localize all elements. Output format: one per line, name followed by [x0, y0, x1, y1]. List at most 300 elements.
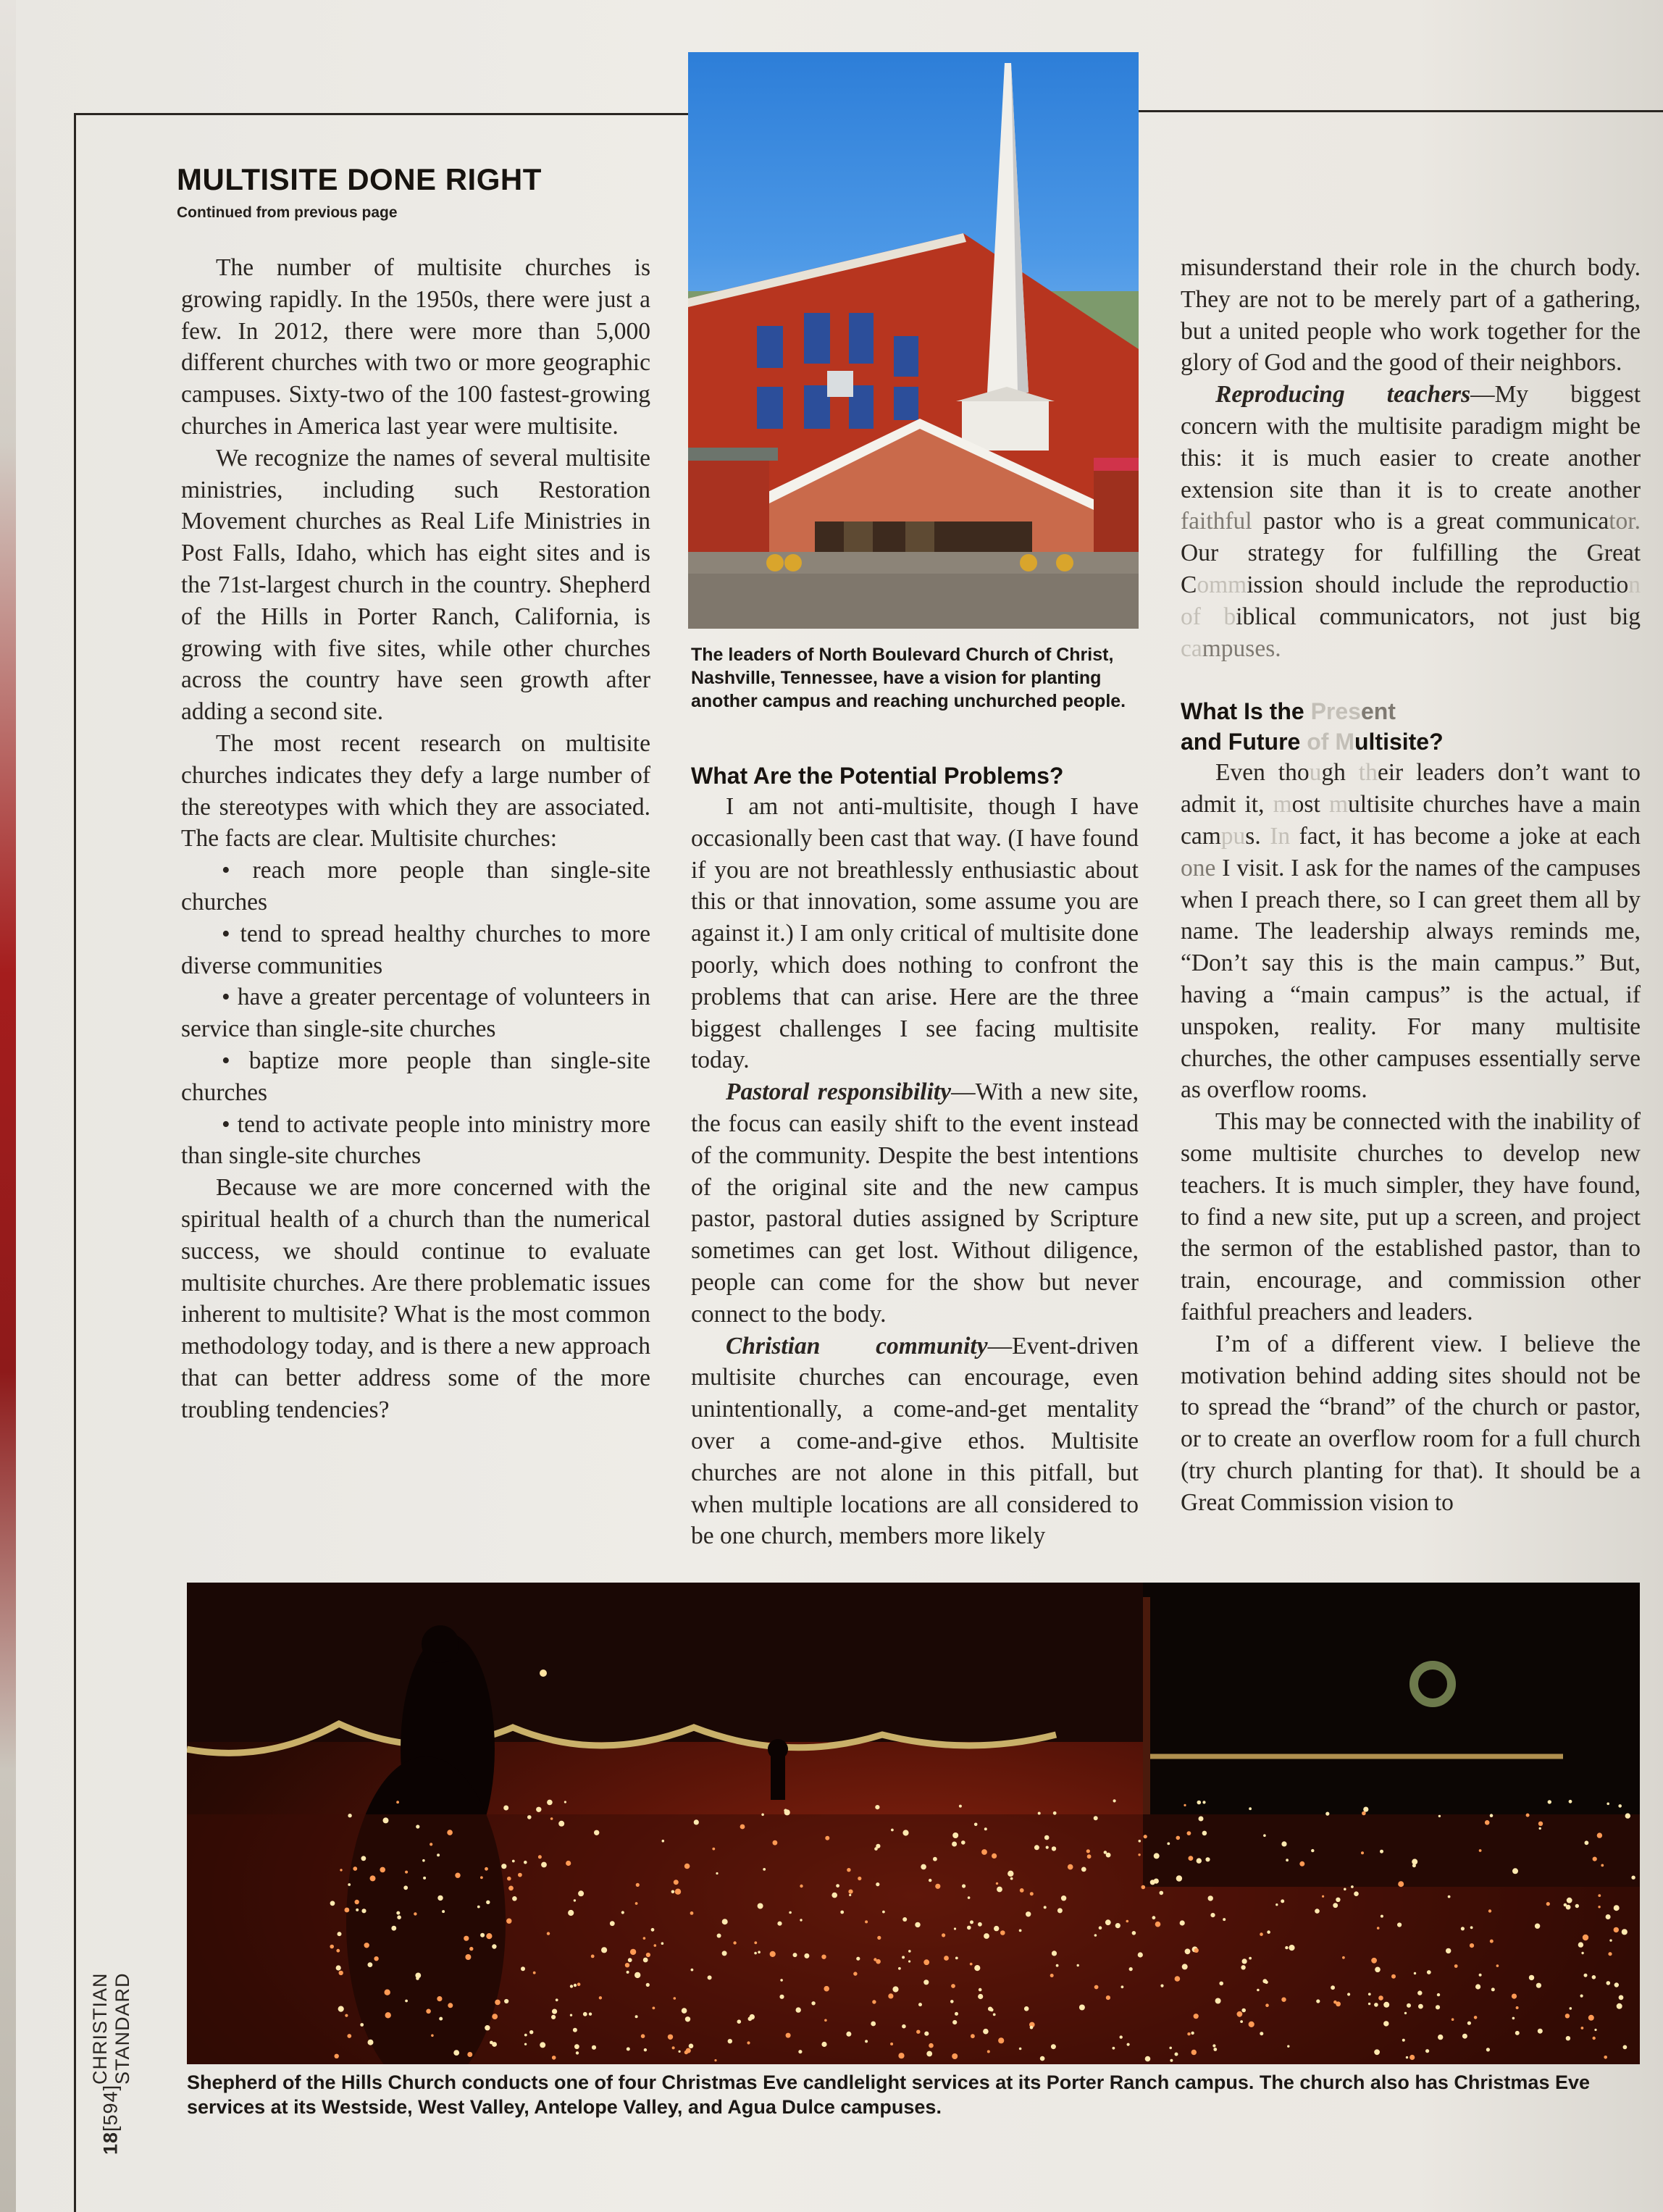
candle-light: [674, 1880, 679, 1885]
candle-light: [1378, 1995, 1383, 2001]
candle-light: [630, 1949, 636, 1955]
candle-light: [1462, 2034, 1467, 2039]
candle-light: [1418, 2004, 1423, 2009]
candle-light: [984, 1827, 987, 1830]
candle-light: [1094, 1816, 1098, 1820]
candle-light: [1126, 1920, 1129, 1923]
candle-light: [1375, 1967, 1381, 1973]
candle-light: [874, 1847, 878, 1851]
candle-light: [1167, 1843, 1170, 1846]
paragraph: misunderstand their role in the church body. They are not to be merely part of a gathering, but a united people who work together for the glory of God and the good of their neighbors.: [1181, 254, 1641, 377]
candle-light: [1402, 2039, 1405, 2042]
candle-light: [779, 1995, 784, 1999]
candle-light: [1546, 1902, 1550, 1906]
page-folio: [89, 1872, 133, 2155]
candle-light: [592, 2045, 596, 2050]
candle-light: [1363, 1807, 1368, 1812]
candle-light: [728, 2039, 732, 2043]
candle-light: [1176, 1836, 1181, 1840]
candle-light: [1607, 1981, 1611, 1985]
candle-light: [722, 1919, 728, 1924]
candle-light: [646, 1953, 650, 1957]
candle-light: [825, 1836, 829, 1840]
faded-text: th: [1358, 759, 1378, 787]
faded-text: m: [1273, 791, 1292, 818]
paragraph-text: —My biggest concern with the multisite paradigm might be this: it is much easier to create another extension site than it is to create another: [1181, 381, 1641, 503]
candle-light: [952, 2053, 958, 2059]
candle-light: [1202, 1831, 1207, 1836]
candle-light: [1120, 2035, 1123, 2038]
candle-light: [1213, 2048, 1217, 2051]
paragraph-text: Even tho: [1215, 759, 1310, 787]
candle-light: [892, 1986, 898, 1992]
candle-light: [959, 1805, 962, 1808]
candle-light: [1398, 1881, 1404, 1887]
candle-light: [501, 1864, 506, 1869]
candle-light: [1374, 2003, 1378, 2007]
candle-light: [1199, 1817, 1204, 1822]
candle-light: [1219, 1982, 1223, 1986]
candle-light: [1187, 1831, 1191, 1835]
candle-light: [942, 1933, 945, 1937]
candle-light: [1044, 1906, 1047, 1909]
candle-light: [1285, 1946, 1288, 1949]
candle-light: [1311, 1849, 1314, 1852]
candle-light: [635, 2015, 638, 2018]
candle-light: [971, 2034, 975, 2038]
faded-text: n of b: [1181, 571, 1641, 630]
candle-light: [1257, 1989, 1260, 1992]
candle-light: [836, 1884, 839, 1888]
candle-light: [469, 1947, 473, 1951]
candle-light: [671, 1890, 675, 1894]
candle-light: [716, 1872, 718, 1874]
candle-light: [811, 2001, 815, 2005]
candle-light: [1299, 1861, 1304, 1867]
candle-light: [1581, 1952, 1583, 1954]
candle-light: [508, 1886, 514, 1891]
candle-light: [353, 1867, 357, 1871]
candle-light: [1170, 2059, 1173, 2062]
candle-light: [1099, 1926, 1102, 1930]
candle-light: [653, 2007, 655, 2010]
paragraph-text: Our strategy for fulfilling the Great C: [1181, 540, 1641, 598]
candle-light: [536, 1807, 541, 1812]
candle-light: [550, 1817, 553, 1820]
candle-light: [431, 2035, 434, 2037]
candle-light: [1019, 1930, 1022, 1932]
candle-light: [453, 2050, 459, 2056]
candle-light: [800, 1885, 803, 1888]
candle-light: [480, 1876, 483, 1879]
candle-light: [974, 1965, 980, 1971]
publication-name: CHRISTIAN STANDARD: [89, 1972, 133, 2085]
candle-light: [1191, 2032, 1194, 2035]
candle-light: [793, 1953, 797, 1957]
candle-light: [1580, 1995, 1583, 1998]
candlelight-service-photo: [187, 1583, 1640, 2064]
candle-light: [668, 2035, 673, 2040]
candle-light: [1053, 1811, 1057, 1815]
candle-light: [1249, 2022, 1254, 2027]
candle-light: [1354, 1891, 1359, 1896]
candle-light: [437, 1853, 440, 1856]
candle-light: [1138, 1952, 1143, 1957]
candle-light: [944, 1956, 949, 1961]
candle-light: [786, 2033, 791, 2038]
candle-light: [524, 1861, 527, 1864]
candle-light: [574, 1984, 577, 1987]
bullet-item: • reach more people than single-site churches: [181, 857, 650, 916]
candle-light: [1475, 1984, 1480, 1989]
candle-light: [1585, 1840, 1589, 1845]
candle-light: [784, 1809, 790, 1815]
candle-light: [490, 2041, 493, 2045]
article-column-1: [181, 252, 650, 1425]
candle-light: [330, 1945, 334, 1949]
paragraph: [1181, 379, 1641, 664]
candle-light: [1040, 2056, 1045, 2061]
candle-light: [383, 1817, 389, 1823]
paragraph: [691, 1331, 1139, 1553]
candle-light: [1154, 1853, 1160, 1859]
candle-light: [1601, 1864, 1604, 1867]
candle-light: [416, 1825, 419, 1828]
candle-light: [890, 2043, 893, 2045]
candle-light: [773, 1840, 778, 1846]
candle-light: [1377, 1927, 1380, 1930]
candle-light: [981, 1849, 987, 1855]
candle-light: [1249, 1807, 1252, 1810]
candle-light: [1604, 2056, 1607, 2059]
paragraph: The most recent research on multisite churches indicates they defy a large number of the stereotypes with which they are associated. The facts are clear. Multisite churches:: [181, 729, 650, 852]
candle-light: [1160, 1985, 1163, 1987]
candle-light: [915, 1922, 920, 1927]
candle-light: [1275, 1903, 1278, 1906]
article-column-3: [1181, 252, 1641, 1518]
candle-light: [875, 1805, 879, 1809]
candle-light: [1594, 2029, 1596, 2031]
candle-light: [1184, 1804, 1186, 1806]
candle-light: [998, 2037, 1004, 2043]
candle-light: [846, 2032, 851, 2037]
candle-light: [403, 1885, 408, 1890]
faded-text: tor.: [1609, 508, 1641, 535]
candle-light: [1051, 2044, 1056, 2049]
paragraph-text: ission should include the reproductio: [1247, 571, 1629, 598]
candle-light: [1322, 1895, 1324, 1898]
candle-light: [1548, 1800, 1551, 1803]
candle-light: [1631, 1876, 1635, 1880]
candle-light: [568, 1910, 574, 1916]
candle-light: [675, 1889, 681, 1895]
candle-light: [541, 1862, 547, 1868]
candle-light: [414, 1912, 416, 1915]
candle-light: [888, 1993, 893, 1998]
candle-light: [485, 1867, 488, 1871]
paragraph: We recognize the names of several multisite ministries, including such Restoration Movement churches as Real Life Ministries in Post Falls, Idaho, which has eight sites and is the 71st-largest church in the country. Shepherd of the Hills in Porter Ranch, California, is growing with five sites, while other churches across the country have seen growth after adding a second site.: [181, 444, 650, 726]
candle-light: [1044, 1835, 1050, 1840]
candle-light: [1315, 1909, 1320, 1914]
candle-light: [926, 2051, 932, 2057]
candle-light: [338, 1932, 342, 1936]
candle-light: [967, 1926, 971, 1930]
candle-light: [1614, 1905, 1620, 1911]
candle-light: [1470, 1926, 1473, 1929]
candle-light: [712, 1848, 715, 1851]
candle-light: [1490, 1814, 1494, 1817]
candle-light: [924, 2032, 929, 2036]
candle-light: [902, 2024, 906, 2029]
candle-light: [1374, 2049, 1380, 2055]
candle-light: [796, 2007, 801, 2012]
candle-light: [685, 2016, 690, 2022]
candle-light: [858, 1877, 861, 1880]
candle-light: [1614, 1982, 1619, 1987]
candle-light: [993, 2014, 996, 2016]
candle-light: [974, 1823, 978, 1827]
church-illustration: [688, 52, 1139, 629]
candle-light: [821, 1955, 826, 1959]
candle-light: [340, 1869, 342, 1871]
candle-light: [426, 2009, 431, 2014]
candle-light: [1129, 1967, 1133, 1971]
candle-light: [849, 1894, 851, 1896]
candle-light: [1406, 2056, 1408, 2058]
candle-light: [558, 1821, 564, 1827]
candle-light: [455, 1873, 460, 1878]
candle-light: [1010, 1877, 1013, 1880]
candle-light: [740, 1825, 745, 1830]
candle-light: [552, 2056, 556, 2060]
candle-light: [644, 2048, 647, 2051]
candle-light: [717, 1934, 721, 1938]
candle-light: [430, 1843, 432, 1846]
candle-light: [929, 1879, 931, 1882]
candle-light: [679, 2050, 681, 2053]
candle-light: [923, 1959, 929, 1965]
candle-light: [552, 2009, 557, 2014]
candle-light: [336, 1965, 341, 1970]
candle-light: [1061, 1895, 1066, 1901]
candle-light: [1267, 1930, 1270, 1934]
candle-light: [1052, 1951, 1057, 1956]
candle-light: [583, 2012, 587, 2016]
candle-light: [578, 1890, 584, 1896]
candle-light: [1512, 1868, 1518, 1874]
candle-light: [1425, 2049, 1429, 2053]
candle-light: [952, 1842, 957, 1847]
run-in-heading: Christian community: [726, 1332, 988, 1360]
candle-light: [364, 1943, 369, 1948]
candle-light: [691, 1969, 694, 1972]
candle-light: [1566, 2036, 1570, 2040]
candle-light: [871, 2022, 876, 2027]
candle-light: [1105, 1919, 1111, 1925]
candle-light: [527, 1815, 532, 1819]
candle-light: [1436, 2005, 1440, 2009]
candle-light: [1448, 1895, 1451, 1898]
candle-light: [396, 1801, 399, 1803]
candle-light: [902, 1956, 905, 1958]
candle-light: [1026, 1911, 1031, 1916]
candle-light: [391, 1926, 396, 1931]
candle-light: [1565, 2014, 1570, 2018]
candle-light: [1515, 2031, 1520, 2035]
paragraph: [1181, 757, 1641, 1106]
candle-light: [1452, 2018, 1454, 2021]
candle-light: [1578, 1942, 1583, 1947]
candle-light: [1570, 2007, 1572, 2010]
candle-light: [821, 2042, 826, 2047]
candle-light: [908, 1960, 910, 1962]
candle-light: [1316, 1999, 1320, 2003]
page-number: 18: [99, 2131, 122, 2155]
candle-light: [1194, 1948, 1199, 1953]
candle-light: [1368, 2003, 1370, 2005]
candle-light: [1121, 1985, 1124, 1988]
run-in-heading: Reproducing teachers: [1215, 381, 1471, 409]
candle-light: [1486, 2048, 1490, 2051]
candle-light: [422, 1859, 425, 1862]
candle-light: [853, 1972, 857, 1975]
candle-light: [1333, 1903, 1338, 1908]
candle-light: [1056, 1964, 1059, 1967]
candle-light: [780, 1979, 783, 1982]
candle-light: [1263, 1834, 1266, 1837]
faded-text: ent: [1360, 698, 1396, 725]
candle-light: [360, 2023, 364, 2027]
candle-light: [1068, 1864, 1073, 1870]
candle-light: [621, 1911, 624, 1914]
candle-light: [1187, 2032, 1190, 2035]
paragraph-text: gh: [1321, 759, 1359, 787]
candle-light: [529, 2030, 533, 2034]
candle-light: [856, 1957, 860, 1961]
candle-light: [368, 1962, 373, 1967]
candle-light: [1414, 1972, 1416, 1974]
candle-light: [1176, 1875, 1182, 1881]
candle-light: [1333, 2001, 1337, 2004]
candle-light: [1175, 2053, 1178, 2056]
candle-light: [330, 1901, 335, 1906]
candle-light: [898, 2053, 904, 2058]
candle-light: [961, 1840, 965, 1845]
candle-light: [1094, 1985, 1099, 1990]
candle-light: [1034, 1845, 1039, 1850]
candle-light: [385, 1990, 390, 1995]
candle-light: [1160, 1891, 1164, 1895]
candle-light: [962, 1884, 965, 1888]
candle-light: [512, 1860, 515, 1863]
candle-light: [355, 1900, 359, 1904]
church-photo-caption: The leaders of North Boulevard Church of Christ, Nashville, Tennessee, have a vision for planting another campus and reaching unchurched people.: [691, 645, 1126, 711]
candle-light: [1079, 2005, 1085, 2011]
candle-light: [1516, 2006, 1519, 2009]
candle-light: [1617, 2003, 1622, 2009]
candle-light: [547, 1932, 550, 1935]
candle-light: [929, 2043, 934, 2048]
candle-light: [1260, 1932, 1263, 1936]
candle-light: [1485, 1820, 1490, 1825]
candle-light: [1197, 1801, 1202, 1805]
faded-text: Pres: [1310, 698, 1361, 725]
candle-light: [754, 1941, 757, 1944]
candle-light: [754, 1952, 757, 1955]
candle-light: [684, 1864, 690, 1869]
article-headline: MULTISITE DONE RIGHT: [177, 162, 542, 196]
candle-light: [1383, 2002, 1389, 2008]
candle-light: [994, 1926, 999, 1931]
candle-light: [1077, 1964, 1079, 1966]
candle-light: [1000, 1930, 1005, 1935]
candle-light: [1331, 1985, 1335, 1990]
candle-light: [437, 1996, 442, 2001]
candle-light: [1289, 1945, 1294, 1951]
candle-light: [1490, 1940, 1494, 1943]
candle-light: [467, 2052, 472, 2057]
candle-light: [891, 1829, 894, 1832]
candle-light: [758, 1903, 763, 1909]
candle-light: [512, 1896, 517, 1901]
candle-light: [1592, 1975, 1596, 1980]
candle-light: [1144, 1835, 1147, 1838]
bullet-item: • tend to spread healthy churches to more diverse communities: [181, 920, 650, 979]
candle-light: [865, 2040, 868, 2043]
candle-light: [902, 1830, 908, 1835]
candle-light: [798, 2050, 802, 2053]
candle-light: [1538, 2029, 1543, 2034]
candle-light: [952, 1832, 958, 1838]
candle-light: [970, 1920, 973, 1924]
candle-light: [984, 1933, 989, 1939]
candle-light: [1020, 1888, 1024, 1893]
candle-light: [628, 1958, 632, 1962]
candle-light: [714, 2059, 716, 2061]
candle-light: [872, 2000, 876, 2003]
candle-light: [1496, 1964, 1499, 1967]
candle-light: [1152, 1916, 1156, 1919]
candle-light: [1139, 1840, 1142, 1843]
section-heading: What Are the Potential Problems?: [691, 763, 1064, 789]
candle-light: [486, 1933, 492, 1939]
candle-light: [564, 1801, 566, 1803]
candle-light: [405, 1871, 408, 1874]
candle-light: [506, 1919, 511, 1924]
candle-light: [347, 2034, 351, 2038]
candle-light: [1087, 1854, 1092, 1859]
candle-light: [970, 1963, 973, 1966]
candle-light: [1057, 1908, 1063, 1913]
candle-light: [952, 2020, 957, 2024]
candle-light: [1205, 1857, 1210, 1861]
candle-light: [1242, 1958, 1247, 1964]
candle-light: [992, 1853, 997, 1859]
candle-light: [1412, 1859, 1417, 1864]
candle-light: [954, 1927, 956, 1930]
candle-light: [635, 1902, 638, 1905]
candle-light: [674, 1997, 676, 2000]
candle-light: [507, 1877, 511, 1881]
candle-light: [1030, 2026, 1034, 2029]
candle-light: [1593, 2037, 1596, 2040]
candle-light: [921, 1864, 926, 1870]
candle-light: [356, 1909, 359, 1911]
candle-light: [1584, 1974, 1588, 1977]
candle-light: [574, 2044, 579, 2049]
candle-light: [662, 1840, 665, 1843]
candle-light: [547, 1800, 553, 1806]
